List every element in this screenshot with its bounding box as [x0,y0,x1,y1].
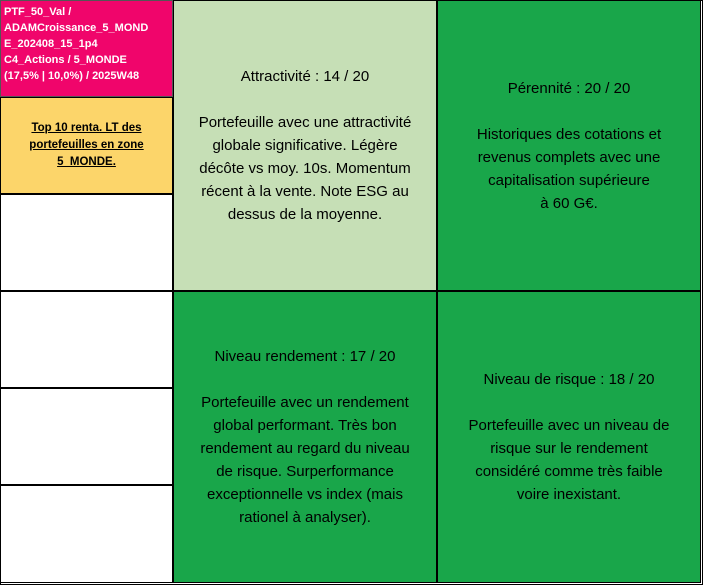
perennite-title: Pérennité : 20 / 20 [507,79,631,97]
empty-cell-2 [0,291,173,388]
ranking-note [0,97,173,194]
empty-cell-4 [0,485,173,583]
ranking-note-text: Top 10 renta. LT des portefeuilles en zone 5_MONDE. [29,122,144,168]
rendement-title: Niveau rendement : 17 / 20 [214,348,396,365]
risque-body: Portefeuille avec un niveau de risque sur le rendement considéré comme très faible voire inexistant. [468,417,670,503]
risque-card [437,291,701,583]
attractivite-title: Attractivité : 14 / 20 [240,68,370,85]
perennite-card [437,0,701,291]
empty-cell-1 [0,194,173,291]
portfolio-header: PTF_50_Val / ADAMCroissance_5_MOND E_202408_15_1p4 C4_Actions / 5_MONDE (17,5% | 10,0%) / 2025W48 [0,0,173,97]
attractivite-body: Portefeuille avec une attractivité globale significative. Légère décôte vs moy. 10s. Momentum récent à la vente. Note ESG au dessus de la moyenne. [198,114,412,223]
perennite-body: Historiques des cotations et revenus complets avec une capitalisation supérieure à 60 G€. [476,125,662,212]
rendement-card [173,291,437,583]
risque-title: Niveau de risque : 18 / 20 [483,371,655,388]
empty-cell-3 [0,388,173,485]
attractivite-card [173,0,437,291]
rendement-body: Portefeuille avec un rendement global performant. Très bon rendement au regard du niveau de risque. Surperformance exceptionnelle vs index (mais rationel à analyser). [200,394,410,526]
